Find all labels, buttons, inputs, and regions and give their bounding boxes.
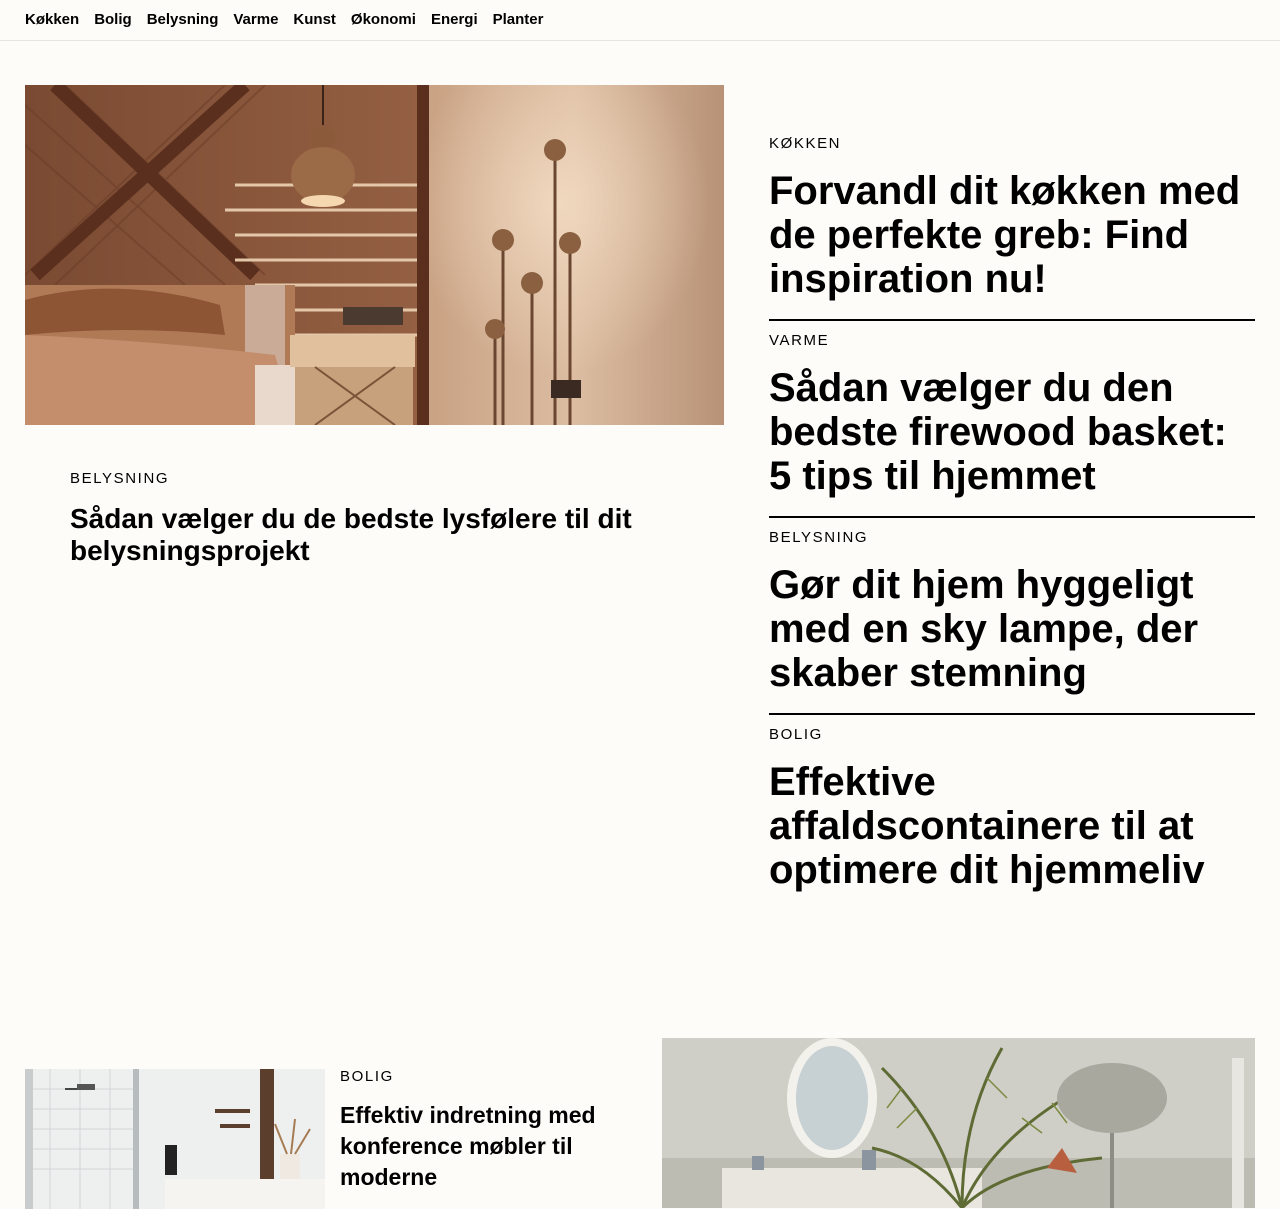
side-article-category[interactable]: BOLIG xyxy=(769,726,823,743)
nav-item-belysning[interactable]: Belysning xyxy=(146,11,219,28)
bathroom-image[interactable] xyxy=(25,1069,325,1209)
nav-item-planter[interactable]: Planter xyxy=(492,11,544,28)
nav-item-bolig[interactable]: Bolig xyxy=(94,11,132,28)
bottom-article[interactable] xyxy=(340,1068,640,1193)
nav-item-varme[interactable]: Varme xyxy=(233,11,279,28)
hero-article[interactable] xyxy=(70,470,710,567)
top-navigation xyxy=(0,0,1280,41)
nav-item-kokken[interactable]: Køkken xyxy=(25,11,80,28)
side-article-title[interactable]: Sådan vælger du den bedste firewood basket: 5 tips til hjemmet xyxy=(769,366,1227,498)
side-article-category[interactable]: KØKKEN xyxy=(769,135,842,152)
nav-item-okonomi[interactable]: Økonomi xyxy=(350,11,416,28)
hero-image[interactable] xyxy=(25,85,724,425)
side-article[interactable] xyxy=(769,321,1255,518)
interior-plant-image[interactable] xyxy=(662,1038,1255,1208)
side-article-category[interactable]: BELYSNING xyxy=(769,529,869,546)
side-article-list xyxy=(769,124,1255,910)
bottom-article-category[interactable]: BOLIG xyxy=(340,1068,394,1085)
bottom-article-title[interactable]: Effektiv indretning med konference møbler til moderne xyxy=(340,1102,596,1190)
side-article-title[interactable]: Gør dit hjem hyggeligt med en sky lampe, der skaber stemning xyxy=(769,563,1199,695)
side-article[interactable] xyxy=(769,518,1255,715)
nav-item-kunst[interactable]: Kunst xyxy=(293,11,336,28)
hero-title[interactable]: Sådan vælger du de bedste lysfølere til dit belysningsprojekt xyxy=(70,503,632,566)
side-article-title[interactable]: Forvandl dit køkken med de perfekte greb: Find inspiration nu! xyxy=(769,169,1241,301)
side-article-category[interactable]: VARME xyxy=(769,332,830,349)
nav-item-energi[interactable]: Energi xyxy=(430,11,478,28)
side-article[interactable] xyxy=(769,124,1255,321)
side-article[interactable] xyxy=(769,715,1255,910)
hero-category[interactable]: BELYSNING xyxy=(70,470,170,487)
side-article-title[interactable]: Effektive affaldscontainere til at optimere dit hjemmeliv xyxy=(769,760,1205,892)
